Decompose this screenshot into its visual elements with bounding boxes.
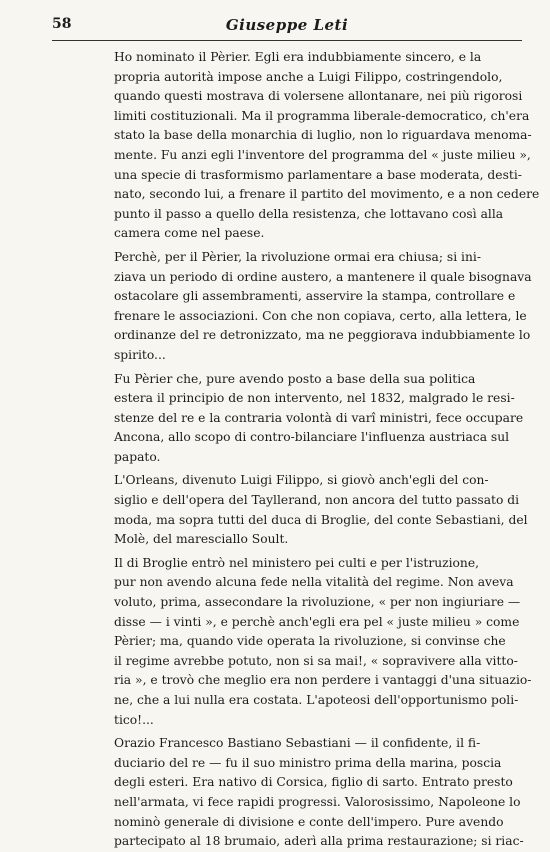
- text-line: quando questi mostrava di volersene allontanare, nei più rigorosi: [114, 89, 523, 104]
- paragraph: [88, 48, 540, 244]
- paragraph: [88, 734, 524, 852]
- text-line: ria », e trovò che meglio era non perdere i vantaggi d'una situazio-: [114, 673, 532, 688]
- text-line: Pèrier; ma, quando vide operata la rivoluzione, si convinse che: [114, 634, 506, 649]
- text-line: Perchè, per il Pèrier, la rivoluzione ormai era chiusa; si ini-: [114, 249, 481, 264]
- text-line: estera il principio de non intervento, nel 1832, malgrado le resi-: [114, 391, 515, 406]
- text-line: siglio e dell'opera del Tayllerand, non ancora del tutto passato di: [114, 493, 520, 508]
- text-line: moda, ma sopra tutti del duca di Broglie, del conte Sebastiani, del: [114, 512, 528, 527]
- text-line: nato, secondo lui, a frenare il partito del movimento, e a non cedere: [114, 187, 540, 202]
- text-line: spirito...: [114, 347, 166, 362]
- paragraph: [88, 370, 524, 468]
- running-title: Giuseppe Leti: [225, 16, 349, 34]
- text-line: ostacolare gli assembramenti, asservire la stampa, controllare e: [114, 289, 516, 304]
- text-line: papato.: [114, 449, 161, 464]
- page-number: 58: [52, 16, 72, 32]
- text-line: limiti costituzionali. Ma il programma liberale-democratico, ch'era: [114, 108, 530, 123]
- text-line: stenze del re e la contraria volontà di varî ministri, fece occupare: [114, 410, 524, 425]
- text-line: partecipato al 18 brumaio, aderì alla prima restaurazione; si riac-: [114, 834, 524, 849]
- text-line: nell'armata, vi fece rapidi progressi. Valorosissimo, Napoleone lo: [114, 794, 521, 809]
- text-line: Orazio Francesco Bastiano Sebastiani — il confidente, il fi-: [114, 736, 481, 751]
- text-line: Molè, del maresciallo Soult.: [114, 532, 289, 547]
- text-line: stato la base della monarchia di luglio, non lo riguardava menoma-: [114, 128, 532, 143]
- text-line: camera come nel paese.: [114, 226, 265, 241]
- text-line: mente. Fu anzi egli l'inventore del programma del « juste milieu »,: [114, 147, 531, 162]
- text-line: tico!...: [114, 712, 154, 727]
- text-line: Ancona, allo scopo di contro-bilanciare l'influenza austriaca sul: [114, 430, 510, 445]
- text-line: Fu Pèrier che, pure avendo posto a base della sua politica: [114, 371, 476, 386]
- text-line: una specie di trasformismo parlamentare a base moderata, desti-: [114, 167, 522, 182]
- text-line: propria autorità impose anche a Luigi Filippo, costringendolo,: [114, 69, 503, 84]
- paragraph: [88, 248, 532, 366]
- text-line: disse — i vinti », e perchè anch'egli era pel « juste milieu » come: [114, 614, 520, 629]
- page-header: [52, 12, 522, 38]
- text-line: L'Orleans, divenuto Luigi Filippo, si giovò anch'egli del con-: [114, 473, 489, 488]
- text-line: punto il passo a quello della resistenza, che lottavano così alla: [114, 206, 504, 221]
- paragraph: [88, 471, 528, 549]
- text-line: Ho nominato il Pèrier. Egli era indubbiamente sincero, e la: [114, 50, 482, 64]
- text-line: frenare le associazioni. Con che non copiava, certo, alla lettera, le: [114, 308, 527, 323]
- text-line: ordinanze del re detronizzato, ma ne peggiorava indubbiamente lo: [114, 328, 531, 343]
- text-line: Il di Broglie entrò nel ministero pei culti e per l'istruzione,: [114, 555, 480, 570]
- text-line: pur non avendo alcuna fede nella vitalità del regime. Non aveva: [114, 575, 514, 590]
- text-line: ne, che a lui nulla era costata. L'apoteosi dell'opportunismo poli-: [114, 693, 519, 707]
- text-line: voluto, prima, assecondare la rivoluzione, « per non ingiuriare —: [114, 595, 521, 610]
- text-line: degli esteri. Era nativo di Corsica, figlio di sarto. Entrato presto: [114, 775, 513, 790]
- text-line: il regime avrebbe potuto, non si sa mai!, « sopravivere alla vitto-: [114, 653, 518, 668]
- text-line: ziava un periodo di ordine austero, a mantenere il quale bisognava: [114, 269, 532, 284]
- header-rule: [52, 40, 522, 41]
- body-text: [88, 48, 540, 852]
- text-line: duciario del re — fu il suo ministro prima della marina, poscia: [114, 755, 502, 770]
- paragraph: [88, 554, 532, 730]
- text-line: nominò generale di divisione e conte dell'impero. Pure avendo: [114, 814, 504, 829]
